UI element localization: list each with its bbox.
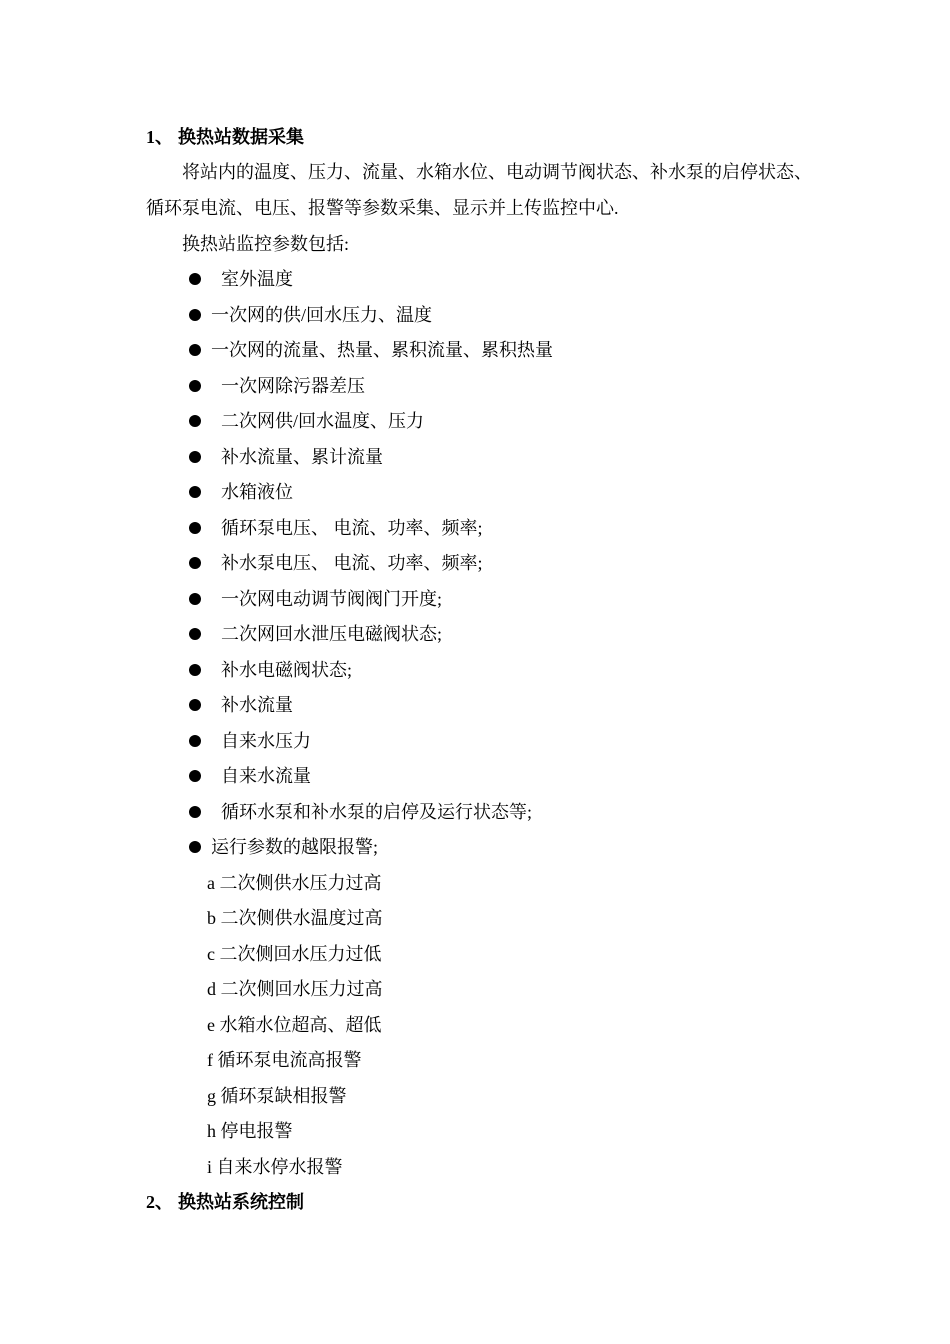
section-1-intro-text: 将站内的温度、压力、流量、水箱水位、电动调节阀状态、补水泵的启停状态、循环泵电流、电压、报警等参数采集、显示并上传监控中心. [146, 162, 812, 218]
section-1-number: 1、 [146, 127, 173, 147]
list-item: 自来水流量 [221, 766, 311, 786]
list-item: 补水流量、累计流量 [221, 447, 383, 467]
section-1-heading [146, 125, 304, 149]
alarm-item: d 二次侧回水压力过高 [207, 979, 383, 999]
list-item: 循环泵电压、 电流、功率、频率; [221, 518, 483, 538]
params-label: 换热站监控参数包括: [182, 234, 350, 254]
alarm-item: a 二次侧供水压力过高 [207, 873, 382, 893]
section-2-title: 换热站系统控制 [178, 1192, 304, 1212]
alarm-item: c 二次侧回水压力过低 [207, 944, 382, 964]
bullet-dot-icon [189, 841, 201, 853]
bullet-dot-icon [189, 415, 201, 427]
list-item: 循环水泵和补水泵的启停及运行状态等; [221, 802, 532, 822]
list-item: 一次网电动调节阀阀门开度; [221, 589, 442, 609]
bullet-dot-icon [189, 344, 201, 356]
bullet-dot-icon [189, 522, 201, 534]
section-2-heading [146, 1190, 304, 1214]
list-item: 水箱液位 [221, 482, 293, 502]
alarm-item: e 水箱水位超高、超低 [207, 1015, 382, 1035]
list-item: 补水电磁阀状态; [221, 660, 353, 680]
list-item: 一次网除污器差压 [221, 376, 365, 396]
alarm-item: i 自来水停水报警 [207, 1157, 343, 1177]
section-1-intro [146, 154, 816, 226]
list-item: 运行参数的越限报警; [211, 837, 379, 857]
alarm-item: b 二次侧供水温度过高 [207, 908, 383, 928]
bullet-dot-icon [189, 557, 201, 569]
bullet-dot-icon [189, 380, 201, 392]
bullet-dot-icon [189, 309, 201, 321]
bullet-dot-icon [189, 593, 201, 605]
bullet-dot-icon [189, 451, 201, 463]
alarm-item: f 循环泵电流高报警 [207, 1050, 362, 1070]
list-item: 自来水压力 [221, 731, 311, 751]
list-item: 二次网供/回水温度、压力 [221, 411, 424, 431]
bullet-dot-icon [189, 806, 201, 818]
alarm-item: g 循环泵缺相报警 [207, 1086, 347, 1106]
list-item: 一次网的流量、热量、累积流量、累积热量 [211, 340, 553, 360]
alarm-item: h 停电报警 [207, 1121, 293, 1141]
list-item: 一次网的供/回水压力、温度 [211, 305, 432, 325]
bullet-dot-icon [189, 735, 201, 747]
list-item: 室外温度 [221, 269, 293, 289]
bullet-dot-icon [189, 486, 201, 498]
list-item: 二次网回水泄压电磁阀状态; [221, 624, 442, 644]
bullet-dot-icon [189, 770, 201, 782]
bullet-dot-icon [189, 699, 201, 711]
section-1-title: 换热站数据采集 [178, 127, 304, 147]
bullet-dot-icon [189, 664, 201, 676]
bullet-dot-icon [189, 273, 201, 285]
list-item: 补水泵电压、 电流、功率、频率; [221, 553, 483, 573]
list-item: 补水流量 [221, 695, 293, 715]
section-2-number: 2、 [146, 1192, 173, 1212]
bullet-dot-icon [189, 628, 201, 640]
